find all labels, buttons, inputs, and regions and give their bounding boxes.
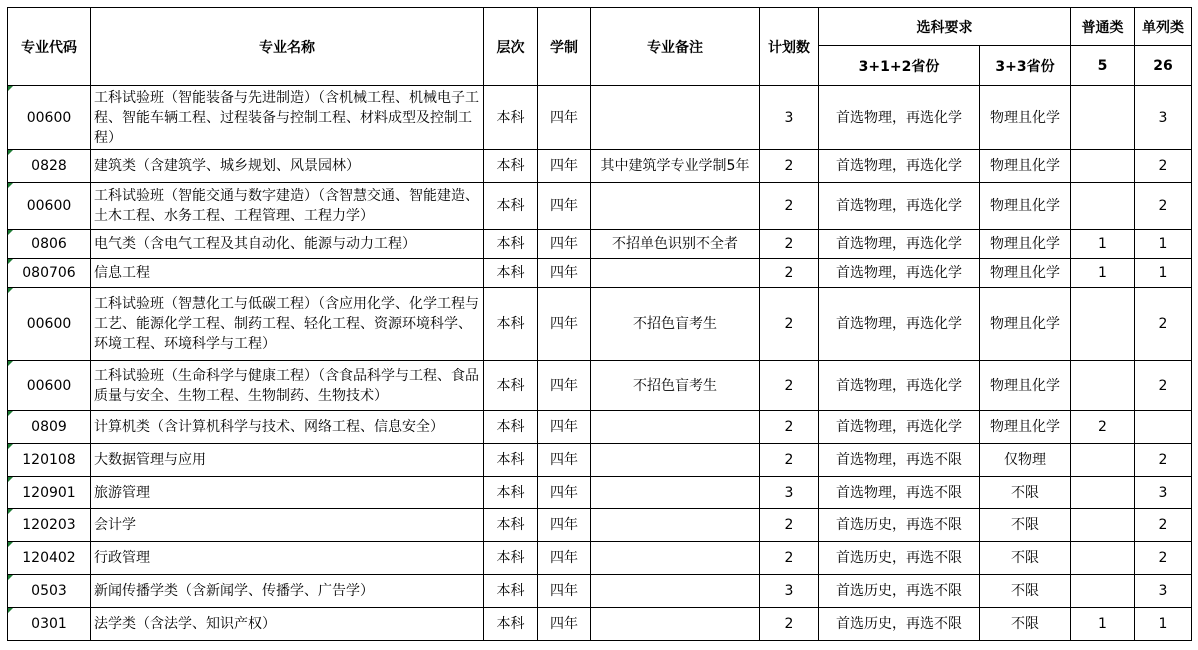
major-name-cell: 工科试验班（生命科学与健康工程）（含食品科学与工程、食品质量与安全、生物工程、生物制药、生物技术） — [91, 361, 484, 411]
separate-count-cell: 3 — [1135, 477, 1192, 509]
plan-count-cell: 2 — [760, 288, 819, 361]
remark-cell — [591, 411, 760, 444]
level-cell: 本科 — [484, 361, 538, 411]
requirement-33-cell: 物理且化学 — [980, 230, 1071, 259]
remark-cell: 不招色盲考生 — [591, 288, 760, 361]
general-count-cell: 2 — [1071, 411, 1135, 444]
requirement-33-cell: 不限 — [980, 477, 1071, 509]
requirement-33-cell: 不限 — [980, 608, 1071, 641]
separate-count-cell: 3 — [1135, 86, 1192, 150]
level-cell: 本科 — [484, 288, 538, 361]
general-count-cell — [1071, 86, 1135, 150]
header-name: 专业名称 — [91, 8, 484, 86]
duration-cell: 四年 — [538, 575, 591, 608]
general-count-cell — [1071, 288, 1135, 361]
level-cell: 本科 — [484, 608, 538, 641]
major-name-cell: 会计学 — [91, 509, 484, 542]
level-cell: 本科 — [484, 411, 538, 444]
general-count-cell — [1071, 575, 1135, 608]
table-row — [8, 477, 1192, 509]
general-count-cell — [1071, 150, 1135, 183]
requirement-312-cell: 首选物理，再选化学 — [819, 86, 980, 150]
separate-count-cell: 2 — [1135, 150, 1192, 183]
major-code-cell: 120402 — [8, 542, 91, 575]
separate-count-cell: 1 — [1135, 608, 1192, 641]
header-separate-total: 26 — [1135, 46, 1192, 86]
header-req-312: 3+1+2省份 — [819, 46, 980, 86]
table-row — [8, 542, 1192, 575]
plan-count-cell: 2 — [760, 608, 819, 641]
requirement-33-cell: 物理且化学 — [980, 183, 1071, 230]
plan-count-cell: 2 — [760, 411, 819, 444]
header-subject-requirement: 选科要求 — [819, 8, 1071, 46]
major-name-cell: 工科试验班（智慧化工与低碳工程）（含应用化学、化学工程与工艺、能源化学工程、制药工程、轻化工程、资源环境科学、环境工程、环境科学与工程） — [91, 288, 484, 361]
general-count-cell — [1071, 542, 1135, 575]
level-cell: 本科 — [484, 509, 538, 542]
table-row — [8, 259, 1192, 288]
plan-count-cell: 2 — [760, 150, 819, 183]
remark-cell: 其中建筑学专业学制5年 — [591, 150, 760, 183]
requirement-312-cell: 首选历史，再选不限 — [819, 608, 980, 641]
remark-cell — [591, 477, 760, 509]
duration-cell: 四年 — [538, 509, 591, 542]
requirement-33-cell: 物理且化学 — [980, 259, 1071, 288]
duration-cell: 四年 — [538, 361, 591, 411]
requirement-33-cell: 物理且化学 — [980, 86, 1071, 150]
table-row — [8, 411, 1192, 444]
table-row — [8, 230, 1192, 259]
plan-count-cell: 2 — [760, 361, 819, 411]
separate-count-cell: 2 — [1135, 509, 1192, 542]
requirement-33-cell: 仅物理 — [980, 444, 1071, 477]
general-count-cell: 1 — [1071, 230, 1135, 259]
requirement-33-cell: 物理且化学 — [980, 411, 1071, 444]
duration-cell: 四年 — [538, 230, 591, 259]
header-general-total: 5 — [1071, 46, 1135, 86]
table-row — [8, 86, 1192, 150]
major-name-cell: 计算机类（含计算机科学与技术、网络工程、信息安全） — [91, 411, 484, 444]
level-cell: 本科 — [484, 86, 538, 150]
major-code-cell: 00600 — [8, 183, 91, 230]
plan-count-cell: 2 — [760, 230, 819, 259]
requirement-312-cell: 首选物理，再选化学 — [819, 183, 980, 230]
general-count-cell — [1071, 509, 1135, 542]
requirement-312-cell: 首选物理，再选不限 — [819, 444, 980, 477]
requirement-312-cell: 首选物理，再选化学 — [819, 150, 980, 183]
major-code-cell: 080706 — [8, 259, 91, 288]
major-name-cell: 行政管理 — [91, 542, 484, 575]
duration-cell: 四年 — [538, 288, 591, 361]
duration-cell: 四年 — [538, 411, 591, 444]
remark-cell — [591, 542, 760, 575]
header-plan: 计划数 — [760, 8, 819, 86]
separate-count-cell — [1135, 411, 1192, 444]
requirement-312-cell: 首选物理，再选化学 — [819, 361, 980, 411]
major-code-cell: 0503 — [8, 575, 91, 608]
separate-count-cell: 3 — [1135, 575, 1192, 608]
table-row — [8, 288, 1192, 361]
major-code-cell: 0809 — [8, 411, 91, 444]
duration-cell: 四年 — [538, 477, 591, 509]
major-code-cell: 120203 — [8, 509, 91, 542]
major-code-cell: 120108 — [8, 444, 91, 477]
major-code-cell: 00600 — [8, 288, 91, 361]
major-code-cell: 00600 — [8, 86, 91, 150]
requirement-312-cell: 首选历史，再选不限 — [819, 509, 980, 542]
major-code-cell: 00600 — [8, 361, 91, 411]
table-row — [8, 444, 1192, 477]
remark-cell: 不招色盲考生 — [591, 361, 760, 411]
separate-count-cell: 1 — [1135, 230, 1192, 259]
remark-cell — [591, 509, 760, 542]
requirement-33-cell: 不限 — [980, 509, 1071, 542]
remark-cell — [591, 259, 760, 288]
header-remark: 专业备注 — [591, 8, 760, 86]
remark-cell — [591, 183, 760, 230]
remark-cell — [591, 444, 760, 477]
major-name-cell: 新闻传播学类（含新闻学、传播学、广告学） — [91, 575, 484, 608]
level-cell: 本科 — [484, 150, 538, 183]
header-duration: 学制 — [538, 8, 591, 86]
separate-count-cell: 1 — [1135, 259, 1192, 288]
header-req-33: 3+3省份 — [980, 46, 1071, 86]
level-cell: 本科 — [484, 259, 538, 288]
level-cell: 本科 — [484, 477, 538, 509]
remark-cell — [591, 608, 760, 641]
table-row — [8, 361, 1192, 411]
requirement-312-cell: 首选物理，再选化学 — [819, 411, 980, 444]
requirement-33-cell: 物理且化学 — [980, 361, 1071, 411]
remark-cell — [591, 575, 760, 608]
separate-count-cell: 2 — [1135, 542, 1192, 575]
duration-cell: 四年 — [538, 86, 591, 150]
requirement-312-cell: 首选物理，再选化学 — [819, 259, 980, 288]
requirement-312-cell: 首选物理，再选化学 — [819, 288, 980, 361]
requirement-312-cell: 首选物理，再选不限 — [819, 477, 980, 509]
major-name-cell: 信息工程 — [91, 259, 484, 288]
plan-count-cell: 3 — [760, 86, 819, 150]
requirement-33-cell: 物理且化学 — [980, 288, 1071, 361]
plan-count-cell: 2 — [760, 259, 819, 288]
plan-count-cell: 2 — [760, 444, 819, 477]
duration-cell: 四年 — [538, 542, 591, 575]
duration-cell: 四年 — [538, 259, 591, 288]
level-cell: 本科 — [484, 183, 538, 230]
header-general: 普通类 — [1071, 8, 1135, 46]
major-code-cell: 0806 — [8, 230, 91, 259]
table-row — [8, 608, 1192, 641]
plan-count-cell: 2 — [760, 509, 819, 542]
general-count-cell: 1 — [1071, 259, 1135, 288]
separate-count-cell: 2 — [1135, 288, 1192, 361]
major-code-cell: 0828 — [8, 150, 91, 183]
header-level: 层次 — [484, 8, 538, 86]
major-name-cell: 大数据管理与应用 — [91, 444, 484, 477]
level-cell: 本科 — [484, 444, 538, 477]
separate-count-cell: 2 — [1135, 183, 1192, 230]
requirement-33-cell: 物理且化学 — [980, 150, 1071, 183]
duration-cell: 四年 — [538, 150, 591, 183]
remark-cell: 不招单色识别不全者 — [591, 230, 760, 259]
table-row — [8, 183, 1192, 230]
major-code-cell: 0301 — [8, 608, 91, 641]
duration-cell: 四年 — [538, 608, 591, 641]
header-code: 专业代码 — [8, 8, 91, 86]
major-name-cell: 电气类（含电气工程及其自动化、能源与动力工程） — [91, 230, 484, 259]
table-row — [8, 150, 1192, 183]
major-name-cell: 旅游管理 — [91, 477, 484, 509]
separate-count-cell: 2 — [1135, 361, 1192, 411]
general-count-cell — [1071, 477, 1135, 509]
general-count-cell — [1071, 444, 1135, 477]
major-name-cell: 建筑类（含建筑学、城乡规划、风景园林） — [91, 150, 484, 183]
general-count-cell — [1071, 183, 1135, 230]
header-separate: 单列类 — [1135, 8, 1192, 46]
general-count-cell: 1 — [1071, 608, 1135, 641]
separate-count-cell: 2 — [1135, 444, 1192, 477]
major-name-cell: 法学类（含法学、知识产权） — [91, 608, 484, 641]
level-cell: 本科 — [484, 575, 538, 608]
requirement-33-cell: 不限 — [980, 575, 1071, 608]
table-row — [8, 509, 1192, 542]
duration-cell: 四年 — [538, 183, 591, 230]
requirement-312-cell: 首选物理，再选化学 — [819, 230, 980, 259]
duration-cell: 四年 — [538, 444, 591, 477]
requirement-312-cell: 首选历史，再选不限 — [819, 542, 980, 575]
enrollment-plan-table — [7, 7, 1192, 641]
plan-count-cell: 2 — [760, 183, 819, 230]
plan-count-cell: 2 — [760, 542, 819, 575]
remark-cell — [591, 86, 760, 150]
major-name-cell: 工科试验班（智能装备与先进制造）（含机械工程、机械电子工程、智能车辆工程、过程装备与控制工程、材料成型及控制工程） — [91, 86, 484, 150]
level-cell: 本科 — [484, 230, 538, 259]
major-name-cell: 工科试验班（智能交通与数字建造）（含智慧交通、智能建造、土木工程、水务工程、工程管理、工程力学） — [91, 183, 484, 230]
general-count-cell — [1071, 361, 1135, 411]
plan-count-cell: 3 — [760, 477, 819, 509]
requirement-33-cell: 不限 — [980, 542, 1071, 575]
level-cell: 本科 — [484, 542, 538, 575]
table-row — [8, 575, 1192, 608]
plan-count-cell: 3 — [760, 575, 819, 608]
requirement-312-cell: 首选历史，再选不限 — [819, 575, 980, 608]
major-code-cell: 120901 — [8, 477, 91, 509]
